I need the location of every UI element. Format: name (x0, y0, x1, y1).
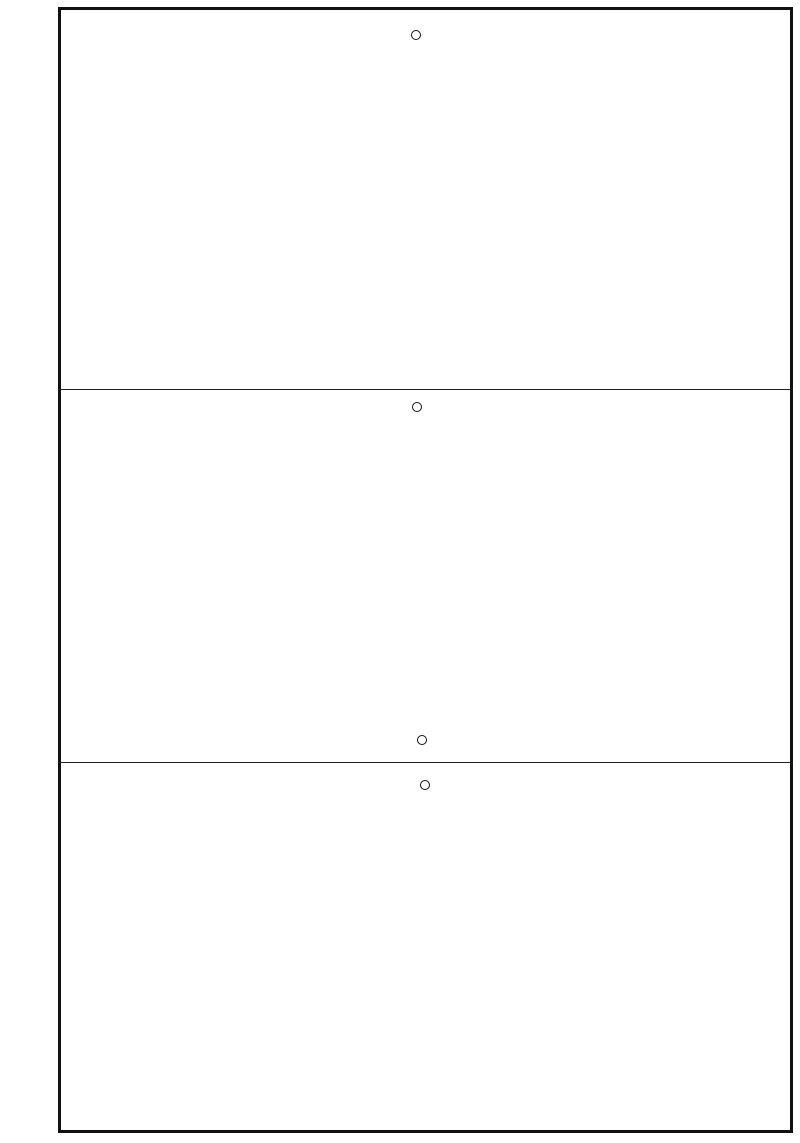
circle-mark (417, 735, 427, 745)
circle-mark (411, 30, 421, 40)
circle-mark (420, 780, 430, 790)
page-frame (58, 7, 793, 1133)
section-divider-top (58, 389, 793, 390)
section-divider-bottom (58, 762, 793, 763)
circle-mark (412, 402, 422, 412)
